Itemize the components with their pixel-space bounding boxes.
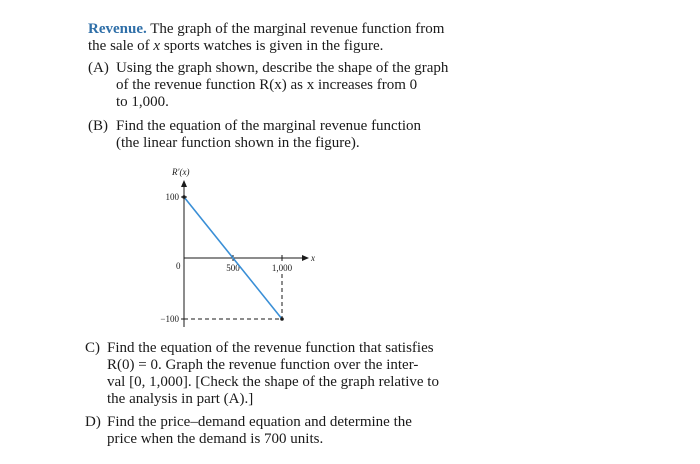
part-b-label: (B) xyxy=(88,118,108,134)
part-c-line-3: val [0, 1,000]. [Check the shape of the graph relative to xyxy=(107,374,439,390)
problem-keyword: Revenue. xyxy=(88,21,147,37)
part-b-line-1 xyxy=(88,118,421,135)
part-d-text-1: Find the price–demand equation and determine the xyxy=(107,414,412,430)
part-c-label: C) xyxy=(85,340,100,356)
problem-intro-text-2: the sale of xyxy=(88,38,154,54)
x-tick-label-1: 1,000 xyxy=(271,263,293,273)
part-b-text-1: Find the equation of the marginal revenue function xyxy=(116,118,422,134)
part-a-line-2: of the revenue function R(x) as x increases from 0 xyxy=(116,77,418,93)
part-c-text-1: Find the equation of the revenue function that satisfies xyxy=(107,340,434,356)
part-a-line-1 xyxy=(88,60,448,77)
x-axis-arrow xyxy=(302,255,309,261)
part-a-label: (A) xyxy=(88,60,109,76)
series-point-0-0 xyxy=(182,195,186,199)
y-axis-arrow xyxy=(181,180,187,187)
part-d-label: D) xyxy=(85,414,101,430)
origin-label: 0 xyxy=(176,261,181,271)
part-c-line-2: R(0) = 0. Graph the revenue function over the inter- xyxy=(107,357,419,373)
problem-intro-line-1 xyxy=(88,21,444,38)
part-b-line-2: (the linear function shown in the figure). xyxy=(116,135,360,151)
problem-intro-text-1: The graph of the marginal revenue function from xyxy=(146,21,445,37)
series-point-0-1 xyxy=(280,317,284,321)
y-tick-label-1: −100 xyxy=(160,314,179,324)
marginal-revenue-chart xyxy=(140,160,340,335)
problem-intro-text-3: sports watches is given in the figure. xyxy=(160,38,384,54)
part-d-line-2: price when the demand is 700 units. xyxy=(107,431,324,447)
x-tick-label-0: 500 xyxy=(226,263,240,273)
y-axis-label: R′(x) xyxy=(172,167,190,177)
x-axis-label: x xyxy=(311,253,315,263)
part-a-text-1: Using the graph shown, describe the shape of the graph xyxy=(116,60,449,76)
part-c-line-4: the analysis in part (A).] xyxy=(107,391,254,407)
part-a-line-3: to 1,000. xyxy=(116,94,169,110)
part-d-line-1 xyxy=(85,414,412,431)
problem-intro-line-2 xyxy=(88,38,383,55)
part-c-line-1 xyxy=(85,340,434,357)
y-tick-label-0: 100 xyxy=(165,192,179,202)
problem-intro-variable: x xyxy=(153,38,161,54)
